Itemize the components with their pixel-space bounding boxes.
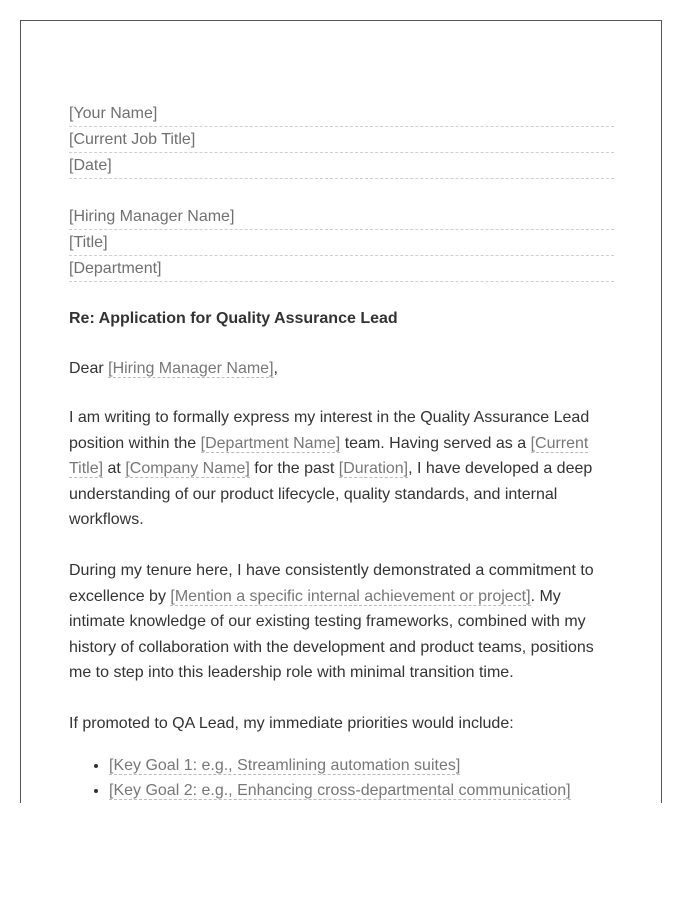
salutation-prefix: Dear [69,360,109,377]
intro-text-4: for the past [249,460,339,478]
sender-block [69,101,614,179]
intro-text-1: I am writing to formally express my interest in the Quality Assurance Lead position within the [69,409,590,452]
paragraph-intro [69,405,614,533]
duration-placeholder[interactable]: [Duration] [338,460,409,478]
salutation-suffix: , [273,360,278,377]
subject-line: Re: Application for Quality Assurance Lead [69,310,398,327]
current-title-placeholder[interactable]: [Current Title] [69,434,589,478]
letter-content [69,101,614,803]
block-spacer [69,179,614,204]
date-field[interactable]: [Date] [69,153,614,179]
intro-text-2: team. Having served as a [340,434,531,452]
letter-page [20,20,662,803]
recipient-title-field[interactable]: [Title] [69,230,614,256]
company-name-placeholder[interactable]: [Company Name] [125,460,250,478]
goal-1-placeholder[interactable]: [Key Goal 1: e.g., Streamlining automation suites] [109,756,461,774]
recipient-department-field[interactable]: [Department] [69,256,614,282]
salutation-name-placeholder[interactable]: [Hiring Manager Name] [108,360,274,377]
sender-name-field[interactable]: [Your Name] [69,101,614,127]
recipient-block [69,204,614,282]
paragraph-priorities: If promoted to QA Lead, my immediate priorities would include: [69,714,514,732]
salutation [69,358,614,380]
recipient-name-field[interactable]: [Hiring Manager Name] [69,204,614,230]
list-item [109,778,614,803]
intro-text-3: at [103,460,126,478]
list-item [109,753,614,779]
tenure-text-2: . My intimate knowledge of our existing testing frameworks, combined with my history of collaboration with the development and product teams, positions me to step into this leadership role with minimal transition time. [69,587,594,682]
goals-list [69,753,614,803]
goal-2-placeholder[interactable]: [Key Goal 2: e.g., Enhancing cross-departmental communication] [109,782,571,800]
tenure-text-1: During my tenure here, I have consistently demonstrated a commitment to excellence by [69,561,594,605]
intro-text-5: , I have developed a deep understanding of our product lifecycle, quality standards, and internal workflows. [69,460,593,529]
sender-job-title-field[interactable]: [Current Job Title] [69,127,614,153]
department-name-placeholder[interactable]: [Department Name] [200,434,341,452]
paragraph-tenure [69,558,614,686]
achievement-placeholder[interactable]: [Mention a specific internal achievement or project] [170,587,531,605]
